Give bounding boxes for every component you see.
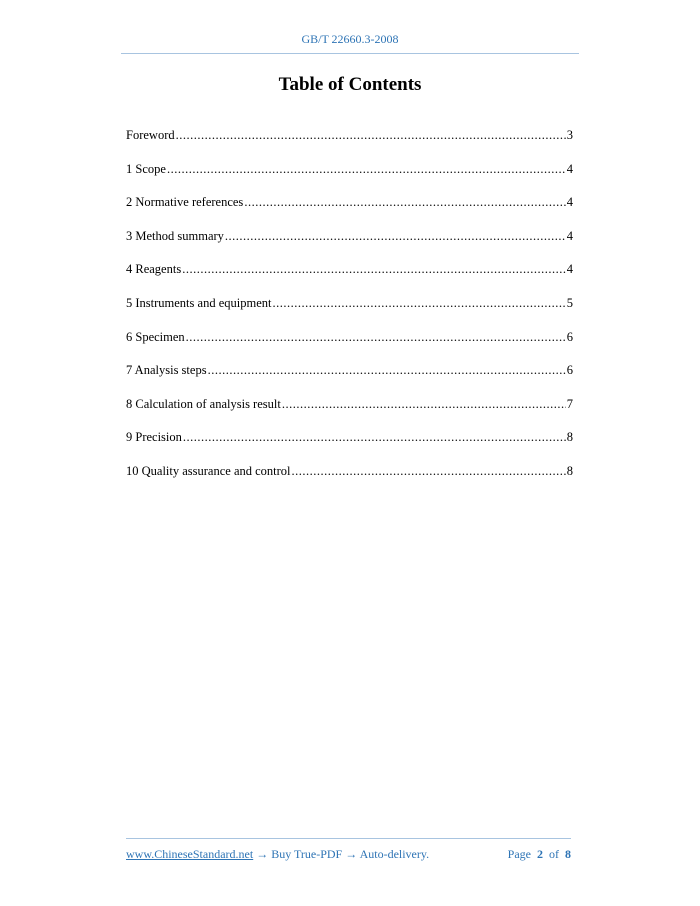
toc-entry-page: 6 (566, 363, 573, 378)
toc-entry-label: 8 Calculation of analysis result (126, 396, 281, 411)
toc-entry-label: 2 Normative references (126, 195, 244, 210)
toc-entry-reagents[interactable] (126, 260, 573, 294)
header-divider (121, 53, 579, 54)
site-link[interactable]: www.ChineseStandard.net (126, 847, 254, 861)
toc-entry-label: 1 Scope (126, 161, 166, 176)
toc-entry-label: 4 Reagents (126, 262, 182, 277)
page-indicator (508, 847, 571, 862)
dot-leader (208, 361, 566, 379)
dot-leader (186, 328, 566, 346)
toc-entry-label: Foreword (126, 128, 175, 142)
toc-entry-specimen[interactable] (126, 328, 573, 362)
toc-title: Table of Contents (278, 74, 422, 95)
toc-entry-page: 6 (566, 329, 573, 344)
toc-entry-page: 8 (566, 463, 573, 478)
dot-leader (282, 395, 566, 413)
toc-entry-instruments[interactable] (126, 294, 573, 328)
dot-leader (167, 160, 566, 178)
dot-leader (182, 260, 566, 278)
dot-leader (225, 227, 566, 245)
toc-entry-label: 9 Precision (126, 430, 182, 445)
footer-promo-text: → Buy True-PDF → Auto-delivery. (253, 847, 430, 861)
dot-leader (292, 462, 566, 480)
running-header: GB/T 22660.3-2008 (301, 32, 399, 46)
dot-leader (183, 428, 566, 446)
toc-list (126, 126, 573, 496)
toc-entry-label: 10 Quality assurance and control (126, 463, 291, 478)
toc-entry-label: 3 Method summary (126, 228, 224, 243)
footer-divider (126, 838, 571, 839)
toc-entry-calculation[interactable] (126, 395, 573, 429)
footer-promo (126, 847, 429, 862)
dot-leader (244, 193, 565, 211)
toc-entry-foreword[interactable] (126, 126, 573, 160)
toc-entry-method-summary[interactable] (126, 227, 573, 261)
toc-entry-label: 5 Instruments and equipment (126, 295, 272, 310)
dot-leader (272, 294, 565, 312)
toc-entry-scope[interactable] (126, 160, 573, 194)
toc-entry-normative-references[interactable] (126, 193, 573, 227)
toc-entry-label: 6 Specimen (126, 329, 185, 344)
total-pages-number: 8 (565, 847, 571, 861)
dot-leader (176, 126, 566, 144)
toc-entry-page: 7 (566, 396, 573, 411)
toc-entry-page: 8 (566, 430, 573, 445)
toc-entry-page: 4 (566, 262, 573, 277)
toc-entry-page: 5 (566, 295, 573, 310)
page-word: Page (507, 847, 531, 861)
toc-entry-page: 4 (566, 195, 573, 210)
toc-entry-quality-assurance[interactable] (126, 462, 573, 496)
toc-entry-page: 4 (566, 161, 573, 176)
toc-entry-page: 3 (566, 128, 573, 142)
current-page-number: 2 (537, 847, 543, 861)
toc-entry-analysis-steps[interactable] (126, 361, 573, 395)
toc-entry-page: 4 (566, 228, 573, 243)
toc-entry-label: 7 Analysis steps (126, 363, 207, 378)
of-word: of (549, 847, 559, 861)
toc-entry-precision[interactable] (126, 428, 573, 462)
